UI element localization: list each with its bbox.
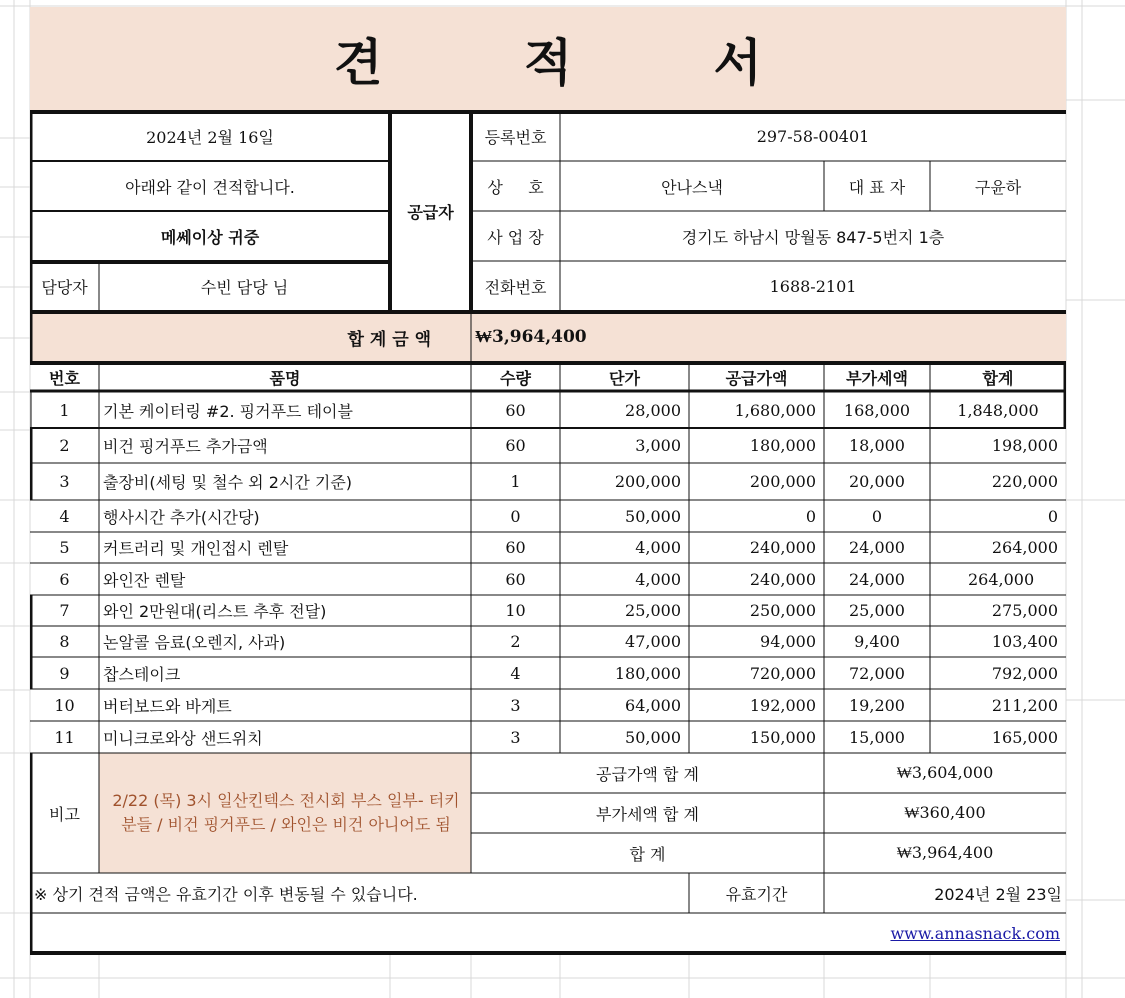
- col-sum-cell: 220,000: [991, 472, 1058, 491]
- total-amount-label: 합 계 금 액: [347, 329, 431, 350]
- grand-total-value: ₩3,964,400: [896, 843, 994, 862]
- col-qty-header: 수량: [500, 368, 531, 388]
- col-qty-cell: 60: [505, 569, 526, 589]
- vat-total-label: 부가세액 합 계: [596, 804, 699, 824]
- valid-period-label: 유효기간: [725, 884, 788, 904]
- remarks-label: 비고: [49, 804, 80, 824]
- col-supply-amount-header: 공급가액: [725, 368, 788, 388]
- col-sum-cell: 792,000: [991, 663, 1058, 683]
- col-unit-price-cell: 28,000: [625, 401, 681, 420]
- col-qty-cell: 60: [505, 538, 526, 557]
- col-item-name-cell: 미니크로와상 샌드위치: [103, 728, 263, 748]
- col-sum-cell: 0: [1047, 506, 1058, 526]
- col-item-name-cell: 출장비(세팅 및 철수 외 2시간 기준): [103, 473, 353, 492]
- col-unit-price-cell: 50,000: [625, 506, 681, 526]
- col-qty-cell: 2: [510, 632, 521, 651]
- col-no-header: 번호: [49, 368, 80, 388]
- col-supply-amount-cell: 150,000: [749, 727, 816, 747]
- col-no-cell: 4: [59, 506, 70, 526]
- col-item-name-cell: 와인잔 렌탈: [103, 570, 186, 590]
- col-sum-cell: 264,000: [991, 538, 1058, 557]
- remarks-text: 2/22 (목) 3시 일산킨텍스 전시회 부스 일부- 터키분들 / 비건 핑거푸드 / 와인은 비건 아니어도 됨: [112, 791, 460, 834]
- col-vat-cell: 18,000: [849, 436, 905, 455]
- col-qty-cell: 1: [510, 472, 521, 491]
- col-vat-cell: 72,000: [849, 663, 905, 683]
- col-item-name-header: 품명: [269, 368, 301, 388]
- col-item-name-cell: 비건 핑거푸드 추가금액: [103, 437, 268, 456]
- col-unit-price-header: 단가: [609, 368, 640, 388]
- col-supply-amount-cell: 250,000: [749, 601, 816, 620]
- col-vat-cell: 168,000: [843, 401, 911, 420]
- col-qty-cell: 0: [510, 506, 521, 526]
- ceo-value: 구윤하: [974, 177, 1022, 197]
- supplier-label: 공급자: [407, 202, 454, 222]
- col-unit-price-cell: 4,000: [635, 538, 681, 557]
- quote-date: 2024년 2월 16일: [146, 127, 274, 147]
- col-unit-price-cell: 50,000: [625, 727, 681, 747]
- col-sum-cell: 165,000: [991, 727, 1058, 747]
- col-supply-amount-cell: 0: [805, 506, 816, 526]
- col-unit-price-cell: 3,000: [635, 436, 681, 455]
- greeting-text: 아래와 같이 견적합니다.: [125, 177, 295, 197]
- col-no-cell: 5: [59, 538, 70, 557]
- col-supply-amount-cell: 200,000: [749, 472, 816, 491]
- valid-period-date: 2024년 2월 23일: [934, 884, 1062, 904]
- reg-no-value: 297-58-00401: [756, 126, 870, 146]
- phone-label: 전화번호: [484, 277, 547, 297]
- col-qty-cell: 10: [505, 601, 526, 620]
- recipient-name: 메쎄이상 귀중: [160, 227, 260, 247]
- col-supply-amount-cell: 192,000: [749, 695, 816, 715]
- col-supply-amount-cell: 94,000: [760, 632, 816, 651]
- col-sum-cell: 211,200: [991, 695, 1058, 715]
- col-vat-header: 부가세액: [846, 368, 908, 388]
- col-unit-price-cell: 200,000: [614, 472, 681, 491]
- col-vat-cell: 24,000: [849, 569, 905, 589]
- col-qty-cell: 4: [510, 663, 521, 683]
- col-no-cell: 6: [59, 569, 70, 589]
- col-supply-amount-cell: 240,000: [749, 538, 816, 557]
- col-vat-cell: 25,000: [849, 601, 905, 620]
- col-item-name-cell: 기본 케이터링 #2. 핑거푸드 테이블: [103, 402, 353, 421]
- col-item-name-cell: 커트러리 및 개인접시 렌탈: [103, 539, 289, 558]
- address-label: 사 업 장: [487, 227, 544, 247]
- col-sum-header: 합계: [982, 368, 1014, 388]
- col-unit-price-cell: 25,000: [625, 601, 681, 620]
- total-amount-value: ₩3,964,400: [475, 327, 587, 347]
- supply-total-label: 공급가액 합 계: [596, 764, 699, 784]
- col-no-cell: 1: [59, 401, 70, 420]
- col-no-cell: 7: [59, 601, 70, 620]
- col-no-cell: 10: [54, 695, 75, 715]
- col-vat-cell: 24,000: [849, 538, 905, 557]
- col-supply-amount-cell: 720,000: [749, 663, 816, 683]
- col-unit-price-cell: 4,000: [635, 569, 681, 589]
- contact-label: 담당자: [41, 277, 88, 297]
- company-label: 상 호: [487, 177, 544, 197]
- supply-total-value: ₩3,604,000: [896, 763, 994, 782]
- col-vat-cell: 19,200: [849, 695, 905, 715]
- validity-notice: ※ 상기 견적 금액은 유효기간 이후 변동될 수 있습니다.: [34, 884, 418, 904]
- vat-total-value: ₩360,400: [904, 803, 986, 822]
- col-vat-cell: 20,000: [849, 472, 905, 491]
- col-unit-price-cell: 64,000: [625, 695, 681, 715]
- table-borders: [30, 7, 1066, 955]
- col-sum-cell: 1,848,000: [957, 401, 1039, 420]
- col-sum-cell: 275,000: [991, 601, 1058, 620]
- col-item-name-cell: 버터보드와 바게트: [103, 696, 232, 716]
- phone-value: 1688-2101: [769, 276, 857, 296]
- col-item-name-cell: 찹스테이크: [103, 664, 181, 684]
- website-link[interactable]: www.annasnack.com: [890, 923, 1060, 943]
- col-supply-amount-cell: 1,680,000: [734, 401, 816, 420]
- col-item-name-cell: 논알콜 음료(오렌지, 사과): [103, 633, 286, 652]
- col-sum-cell: 198,000: [991, 436, 1058, 455]
- col-no-cell: 8: [59, 632, 70, 651]
- col-item-name-cell: 행사시간 추가(시간당): [103, 507, 260, 527]
- col-qty-cell: 60: [505, 401, 526, 420]
- quotation-sheet: [30, 7, 1066, 955]
- col-vat-cell: 9,400: [854, 632, 900, 651]
- reg-no-label: 등록번호: [484, 127, 547, 147]
- col-vat-cell: 0: [871, 506, 883, 526]
- col-sum-cell: 103,400: [991, 632, 1058, 651]
- document-title: 견 적 서: [334, 34, 824, 92]
- company-value: 안나스낵: [661, 177, 723, 197]
- col-qty-cell: 3: [510, 695, 521, 715]
- ceo-label: 대 표 자: [848, 177, 906, 197]
- col-item-name-cell: 와인 2만원대(리스트 추후 전달): [103, 602, 327, 621]
- address-value: 경기도 하남시 망월동 847-5번지 1층: [681, 227, 945, 247]
- col-qty-cell: 3: [510, 727, 521, 747]
- col-qty-cell: 60: [505, 436, 526, 455]
- col-vat-cell: 15,000: [849, 727, 905, 747]
- col-supply-amount-cell: 240,000: [749, 569, 816, 589]
- grand-total-label: 합 계: [629, 844, 666, 864]
- col-no-cell: 11: [54, 727, 75, 747]
- col-unit-price-cell: 180,000: [614, 663, 681, 683]
- col-sum-cell: 264,000: [968, 569, 1035, 589]
- col-unit-price-cell: 47,000: [625, 632, 681, 651]
- contact-value: 수빈 담당 님: [200, 277, 289, 297]
- col-supply-amount-cell: 180,000: [749, 436, 816, 455]
- col-no-cell: 2: [59, 436, 70, 455]
- col-no-cell: 9: [59, 663, 70, 683]
- col-no-cell: 3: [59, 472, 70, 491]
